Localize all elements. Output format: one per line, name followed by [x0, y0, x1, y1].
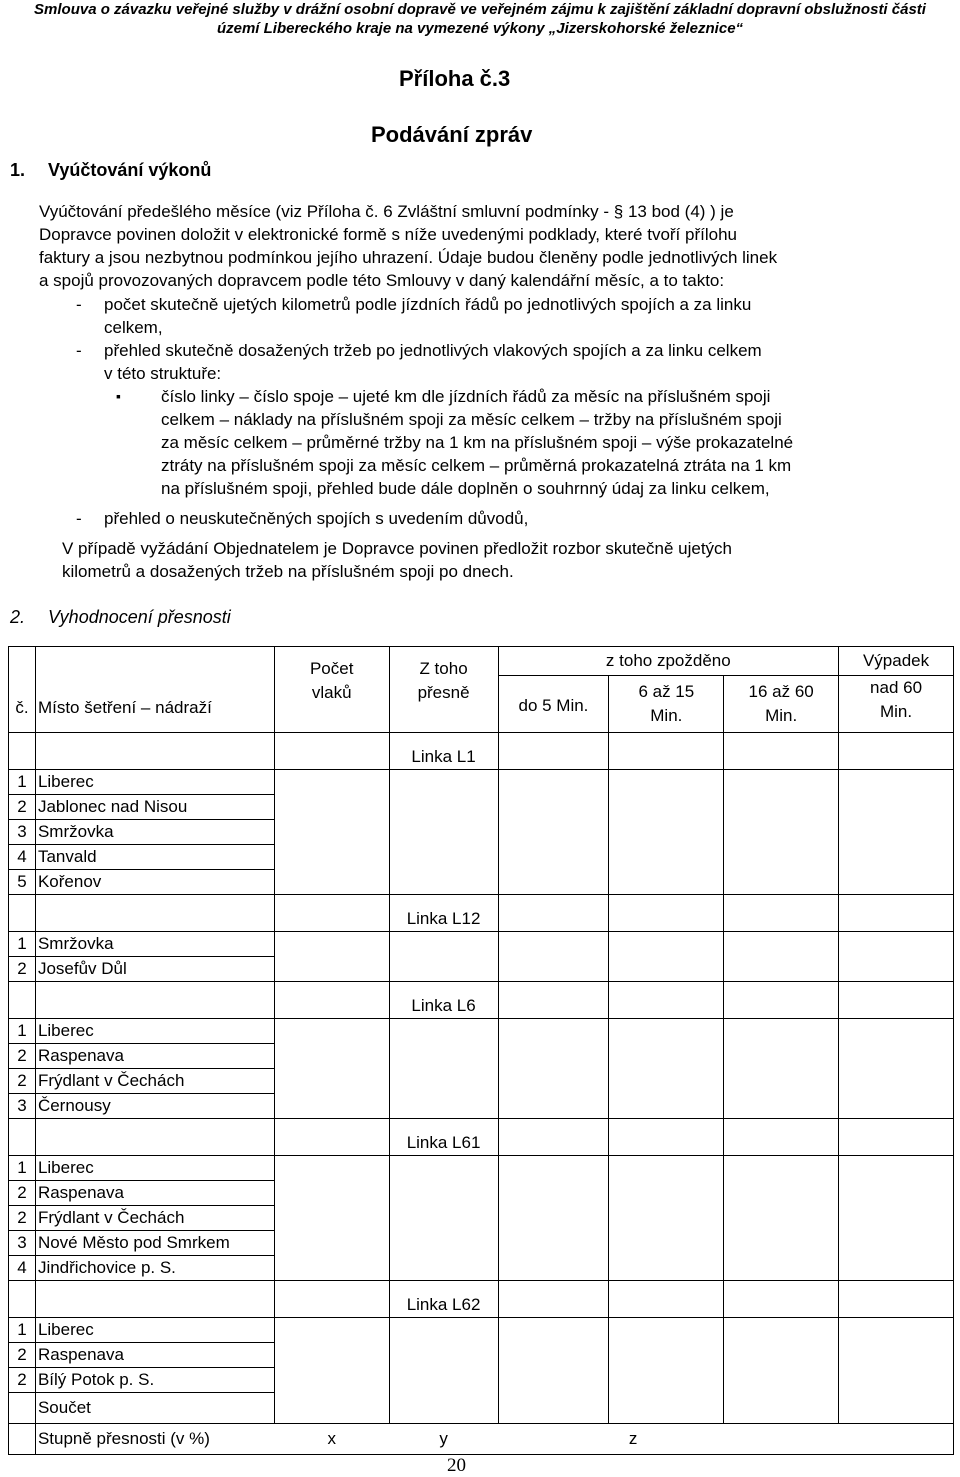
- empty-cell: [498, 1256, 609, 1281]
- empty-cell: [389, 932, 498, 957]
- table-row: [9, 1368, 954, 1393]
- line-heading-row: [9, 895, 954, 932]
- empty-cell: [839, 1318, 954, 1343]
- line-heading-blank: [274, 1281, 389, 1318]
- empty-cell: [389, 845, 498, 870]
- empty-cell: [498, 932, 609, 957]
- line-heading-blank: [9, 1281, 36, 1318]
- row-station: Jindřichovice p. S.: [35, 1256, 274, 1281]
- empty-cell: [839, 1094, 954, 1119]
- line-heading-blank: [724, 1281, 839, 1318]
- row-number: 4: [9, 1256, 36, 1281]
- row-station: Raspenava: [35, 1181, 274, 1206]
- sub-bullet-text: [161, 385, 914, 500]
- line-heading-blank: [609, 982, 724, 1019]
- row-station: Kořenov: [35, 870, 274, 895]
- sub-line: celkem – náklady na příslušném spoji za měsíc celkem – tržby na příslušném spoji: [161, 410, 782, 429]
- empty-cell: [839, 1343, 954, 1368]
- empty-cell: [274, 795, 389, 820]
- table-row: [9, 1343, 954, 1368]
- line-heading-blank: [609, 1119, 724, 1156]
- empty-cell: [724, 1156, 839, 1181]
- empty-cell: [498, 1343, 609, 1368]
- empty-cell: [498, 870, 609, 895]
- empty-cell: [724, 1044, 839, 1069]
- empty-cell: [274, 820, 389, 845]
- empty-cell: [724, 957, 839, 982]
- empty-cell: [839, 1181, 954, 1206]
- empty-cell: [389, 870, 498, 895]
- line-heading-blank: [839, 1119, 954, 1156]
- empty-cell: [724, 845, 839, 870]
- table-row: [9, 932, 954, 957]
- empty-cell: [274, 1368, 389, 1393]
- closing-line: V případě vyžádání Objednatelem je Dopravce povinen předložit rozbor skutečně ujetých: [62, 539, 732, 558]
- header-line-1: Smlouva o závazku veřejné služby v drážní osobní dopravě ve veřejném zájmu k zajištění základní dopravní obslužnosti části: [34, 1, 926, 18]
- empty-cell: [389, 1318, 498, 1343]
- table-row: [9, 1069, 954, 1094]
- row-station: Raspenava: [35, 1343, 274, 1368]
- sub-line: číslo linky – číslo spoje – ujeté km dle jízdních řádů za měsíc na příslušném spoji: [161, 387, 771, 406]
- line-heading-blank: [498, 733, 609, 770]
- empty-cell: [609, 957, 724, 982]
- row-station: Bílý Potok p. S.: [35, 1368, 274, 1393]
- empty-cell: [274, 1019, 389, 1044]
- empty-cell: [498, 1231, 609, 1256]
- empty-cell: [389, 1156, 498, 1181]
- table-row: [9, 870, 954, 895]
- para-line: faktury a jsou nezbytnou podmínkou jejího uhrazení. Údaje budou členěny podle jednotlivých linek: [39, 248, 778, 267]
- empty-cell: [839, 1393, 954, 1424]
- empty-cell: [274, 870, 389, 895]
- table-row: [9, 1094, 954, 1119]
- empty-cell: [498, 1044, 609, 1069]
- empty-cell: [498, 1206, 609, 1231]
- empty-cell: [274, 1343, 389, 1368]
- line-heading-blank: [839, 982, 954, 1019]
- row-station: Josefův Důl: [35, 957, 274, 982]
- line-heading-row: [9, 1281, 954, 1318]
- section-1-paragraph: [39, 200, 913, 292]
- empty-cell: [609, 845, 724, 870]
- table-row: [9, 1044, 954, 1069]
- row-number: 2: [9, 957, 36, 982]
- section-1-heading: Vyúčtování výkonů: [48, 160, 212, 180]
- row-number: 1: [9, 1156, 36, 1181]
- row-number: 2: [9, 795, 36, 820]
- row-number: 2: [9, 1206, 36, 1231]
- empty-cell: [274, 1206, 389, 1231]
- header-cancel: Výpadek: [839, 647, 954, 676]
- row-number: 3: [9, 820, 36, 845]
- line-heading-blank: [274, 895, 389, 932]
- empty-cell: [609, 1206, 724, 1231]
- line-heading-blank: [839, 895, 954, 932]
- sub-line: ztráty na příslušném spoji za měsíc celkem – průměrná prokazatelná ztráta na 1 km: [161, 456, 792, 475]
- line-heading-blank: [724, 982, 839, 1019]
- empty-cell: [274, 770, 389, 795]
- line-heading-blank: [35, 895, 274, 932]
- table-row: [9, 845, 954, 870]
- row-number: 5: [9, 870, 36, 895]
- empty-cell: [609, 1019, 724, 1044]
- empty-cell: [498, 1019, 609, 1044]
- header-delay-15: [609, 676, 724, 733]
- empty-cell: [274, 1318, 389, 1343]
- empty-cell: [389, 1206, 498, 1231]
- empty-cell: [498, 1181, 609, 1206]
- empty-cell: [609, 1343, 724, 1368]
- empty-cell: [498, 795, 609, 820]
- line-heading-blank: [839, 1281, 954, 1318]
- table-row: [9, 1156, 954, 1181]
- table-row: [9, 1318, 954, 1343]
- empty-cell: [389, 1256, 498, 1281]
- line-heading-blank: [498, 1281, 609, 1318]
- row-station: Frýdlant v Čechách: [35, 1206, 274, 1231]
- table-row: [9, 1019, 954, 1044]
- sub-line: za měsíc celkem – průměrné tržby na 1 km na příslušném spoji – výše prokazatelné: [161, 433, 794, 452]
- empty-cell: [274, 1044, 389, 1069]
- row-station: Frýdlant v Čechách: [35, 1069, 274, 1094]
- row-number: 1: [9, 1019, 36, 1044]
- line-heading-blank: [35, 982, 274, 1019]
- row-station: Liberec: [35, 1318, 274, 1343]
- para-line: a spojů provozovaných dopravcem podle této Smlouvy v daný kalendářní měsíc, a to takto:: [39, 271, 725, 290]
- empty-cell: [389, 957, 498, 982]
- header-delay-15-line: 6 až 15: [638, 682, 695, 701]
- row-number: 1: [9, 770, 36, 795]
- bullet-3-line: přehled o neuskutečněných spojích s uvedením důvodů,: [104, 509, 529, 528]
- empty-cell: [274, 957, 389, 982]
- line-name: Linka L62: [389, 1281, 498, 1318]
- empty-cell: [9, 1393, 36, 1424]
- row-station: Černousy: [35, 1094, 274, 1119]
- accuracy-y: y: [389, 1424, 498, 1455]
- line-heading-blank: [839, 733, 954, 770]
- line-heading-blank: [609, 733, 724, 770]
- empty-cell: [839, 1368, 954, 1393]
- empty-cell: [609, 820, 724, 845]
- empty-cell: [389, 1231, 498, 1256]
- line-heading-blank: [9, 733, 36, 770]
- row-station: Liberec: [35, 770, 274, 795]
- empty-cell: [498, 770, 609, 795]
- line-name: Linka L6: [389, 982, 498, 1019]
- empty-cell: [839, 770, 954, 795]
- line-heading-blank: [9, 982, 36, 1019]
- row-station: Liberec: [35, 1019, 274, 1044]
- empty-cell: [609, 1181, 724, 1206]
- sub-line: na příslušném spoji, přehled bude dále doplněn o souhrnný údaj za linku celkem,: [161, 479, 770, 498]
- empty-cell: [724, 1343, 839, 1368]
- empty-cell: [609, 1069, 724, 1094]
- empty-cell: [389, 1181, 498, 1206]
- empty-cell: [389, 1393, 498, 1424]
- empty-cell: [274, 1256, 389, 1281]
- line-heading-blank: [9, 895, 36, 932]
- empty-cell: [724, 1019, 839, 1044]
- header-trains-line: Počet: [309, 659, 354, 678]
- empty-cell: [609, 1156, 724, 1181]
- para-line: Dopravce povinen doložit v elektronické formě s níže uvedenými podklady, které tvoří přílohu: [39, 225, 737, 244]
- empty-cell: [839, 820, 954, 845]
- row-station: Raspenava: [35, 1044, 274, 1069]
- line-heading-blank: [35, 733, 274, 770]
- empty-cell: [839, 1424, 954, 1455]
- empty-cell: [724, 1231, 839, 1256]
- line-heading-blank: [724, 733, 839, 770]
- empty-cell: [389, 1019, 498, 1044]
- empty-cell: [498, 957, 609, 982]
- header-delay-over-60: [839, 676, 954, 733]
- header-delay-15-line: Min.: [650, 706, 683, 725]
- empty-cell: [274, 1231, 389, 1256]
- accuracy-z: z: [609, 1424, 724, 1455]
- empty-cell: [389, 1343, 498, 1368]
- empty-cell: [498, 820, 609, 845]
- empty-cell: [498, 1156, 609, 1181]
- square-bullet-icon: ▪: [116, 388, 121, 404]
- empty-cell: [724, 1368, 839, 1393]
- para-line: Vyúčtování předešlého měsíce (viz Příloha č. 6 Zvláštní smluvní podmínky - § 13 bod (4) ) je: [39, 202, 734, 221]
- header-delay-60-line: 16 až 60: [748, 682, 814, 701]
- empty-cell: [724, 770, 839, 795]
- header-trains: [274, 647, 389, 733]
- header-delay-60-line: Min.: [765, 706, 798, 725]
- accuracy-label: Stupně přesnosti (v %): [35, 1424, 274, 1455]
- row-station: Smržovka: [35, 932, 274, 957]
- empty-cell: [609, 932, 724, 957]
- empty-cell: [839, 1256, 954, 1281]
- empty-cell: [274, 1181, 389, 1206]
- table-row: [9, 1181, 954, 1206]
- empty-cell: [609, 1393, 724, 1424]
- line-heading-blank: [724, 1119, 839, 1156]
- empty-cell: [839, 1231, 954, 1256]
- row-number: 3: [9, 1231, 36, 1256]
- row-number: 1: [9, 932, 36, 957]
- empty-cell: [274, 1094, 389, 1119]
- empty-cell: [839, 870, 954, 895]
- line-heading-row: [9, 982, 954, 1019]
- row-number: 2: [9, 1368, 36, 1393]
- sum-row: [9, 1393, 954, 1424]
- table-row: [9, 957, 954, 982]
- empty-cell: [724, 870, 839, 895]
- sum-label: Součet: [35, 1393, 274, 1424]
- empty-cell: [389, 1094, 498, 1119]
- empty-cell: [274, 845, 389, 870]
- empty-cell: [839, 1069, 954, 1094]
- empty-cell: [274, 1156, 389, 1181]
- row-number: 3: [9, 1094, 36, 1119]
- section-1-number: 1.: [10, 160, 26, 180]
- row-number: 2: [9, 1343, 36, 1368]
- empty-cell: [839, 1156, 954, 1181]
- closing-line: kilometrů a dosažených tržeb na příslušném spoji po dnech.: [62, 562, 514, 581]
- empty-cell: [498, 1368, 609, 1393]
- empty-cell: [609, 1231, 724, 1256]
- empty-cell: [724, 1424, 839, 1455]
- empty-cell: [609, 1318, 724, 1343]
- bullet-2-line: přehled skutečně dosažených tržeb po jednotlivých vlakových spojích a za linku celkem: [104, 341, 762, 360]
- row-number: 2: [9, 1069, 36, 1094]
- empty-cell: [609, 1044, 724, 1069]
- table-row: [9, 795, 954, 820]
- section-2-number: 2.: [10, 607, 26, 627]
- table-row: [9, 1206, 954, 1231]
- empty-cell: [389, 1368, 498, 1393]
- empty-cell: [724, 932, 839, 957]
- empty-cell: [724, 1094, 839, 1119]
- empty-cell: [609, 770, 724, 795]
- header-station: Místo šetření – nádraží: [35, 647, 274, 733]
- header-ontime-line: Z toho: [419, 659, 468, 678]
- empty-cell: [724, 795, 839, 820]
- closing-paragraph: [62, 537, 913, 583]
- empty-cell: [609, 1256, 724, 1281]
- line-heading-blank: [724, 895, 839, 932]
- empty-cell: [724, 1393, 839, 1424]
- header-ontime-line: přesně: [417, 683, 470, 702]
- empty-cell: [609, 870, 724, 895]
- bullet-dash: -: [76, 509, 82, 528]
- empty-cell: [839, 1206, 954, 1231]
- row-station: Jablonec nad Nisou: [35, 795, 274, 820]
- bullet-dash: -: [76, 341, 82, 360]
- empty-cell: [724, 1206, 839, 1231]
- line-name: Linka L1: [389, 733, 498, 770]
- header-delayed: z toho zpožděno: [498, 647, 839, 676]
- bullet-1-line: počet skutečně ujetých kilometrů podle jízdních řádů po jednotlivých spojích a za linku: [104, 295, 752, 314]
- line-name: Linka L12: [389, 895, 498, 932]
- page-number: 20: [447, 1455, 466, 1476]
- empty-cell: [609, 1094, 724, 1119]
- empty-cell: [724, 1256, 839, 1281]
- section-2-heading: Vyhodnocení přesnosti: [48, 607, 231, 627]
- empty-cell: [839, 1044, 954, 1069]
- row-station: Tanvald: [35, 845, 274, 870]
- bullet-dash: -: [76, 295, 82, 314]
- accuracy-table: [8, 646, 954, 1455]
- empty-cell: [9, 1424, 36, 1455]
- empty-cell: [274, 932, 389, 957]
- table-row: [9, 1256, 954, 1281]
- empty-cell: [498, 1424, 609, 1455]
- line-heading-row: [9, 733, 954, 770]
- line-heading-blank: [498, 895, 609, 932]
- empty-cell: [389, 1069, 498, 1094]
- header-number: č.: [9, 647, 36, 733]
- empty-cell: [839, 932, 954, 957]
- empty-cell: [839, 795, 954, 820]
- header-delay-over-60-line: Min.: [879, 702, 913, 721]
- row-station: Nové Město pod Smrkem: [35, 1231, 274, 1256]
- line-name: Linka L61: [389, 1119, 498, 1156]
- header-line-2: území Libereckého kraje na vymezené výkony „Jizerskohorské železnice“: [216, 20, 744, 37]
- line-heading-row: [9, 1119, 954, 1156]
- empty-cell: [724, 1181, 839, 1206]
- line-heading-blank: [9, 1119, 36, 1156]
- empty-cell: [389, 1044, 498, 1069]
- header-ontime: [389, 647, 498, 733]
- table-row: [9, 820, 954, 845]
- empty-cell: [498, 1318, 609, 1343]
- line-heading-blank: [609, 895, 724, 932]
- page-subtitle: Podávání zpráv: [371, 122, 533, 147]
- empty-cell: [389, 820, 498, 845]
- empty-cell: [498, 1069, 609, 1094]
- line-heading-blank: [498, 1119, 609, 1156]
- header-delay-5: do 5 Min.: [498, 676, 609, 733]
- empty-cell: [839, 957, 954, 982]
- line-heading-blank: [498, 982, 609, 1019]
- accuracy-x: x: [274, 1424, 389, 1455]
- empty-cell: [839, 845, 954, 870]
- header-delay-60: [724, 676, 839, 733]
- empty-cell: [389, 770, 498, 795]
- row-number: 2: [9, 1181, 36, 1206]
- empty-cell: [498, 845, 609, 870]
- line-heading-blank: [274, 982, 389, 1019]
- empty-cell: [498, 1393, 609, 1424]
- row-station: Liberec: [35, 1156, 274, 1181]
- empty-cell: [498, 1094, 609, 1119]
- row-number: 1: [9, 1318, 36, 1343]
- empty-cell: [724, 820, 839, 845]
- line-heading-blank: [35, 1119, 274, 1156]
- row-station: Smržovka: [35, 820, 274, 845]
- line-heading-blank: [609, 1281, 724, 1318]
- empty-cell: [274, 1069, 389, 1094]
- bullet-1-line: celkem,: [104, 318, 163, 337]
- empty-cell: [724, 1069, 839, 1094]
- empty-cell: [839, 1019, 954, 1044]
- table-row: [9, 770, 954, 795]
- table-row: [9, 1231, 954, 1256]
- empty-cell: [389, 795, 498, 820]
- table-header-row: [9, 647, 954, 676]
- row-number: 4: [9, 845, 36, 870]
- empty-cell: [274, 1393, 389, 1424]
- empty-cell: [724, 1318, 839, 1343]
- line-heading-blank: [35, 1281, 274, 1318]
- line-heading-blank: [274, 1119, 389, 1156]
- page-title: Příloha č.3: [399, 66, 511, 91]
- line-heading-blank: [274, 733, 389, 770]
- bullet-2-line: v této struktuře:: [104, 364, 222, 383]
- header-trains-line: vlaků: [311, 683, 352, 702]
- header-delay-over-60-line: nad 60: [870, 678, 923, 697]
- accuracy-row: [9, 1424, 954, 1455]
- empty-cell: [609, 795, 724, 820]
- empty-cell: [609, 1368, 724, 1393]
- row-number: 2: [9, 1044, 36, 1069]
